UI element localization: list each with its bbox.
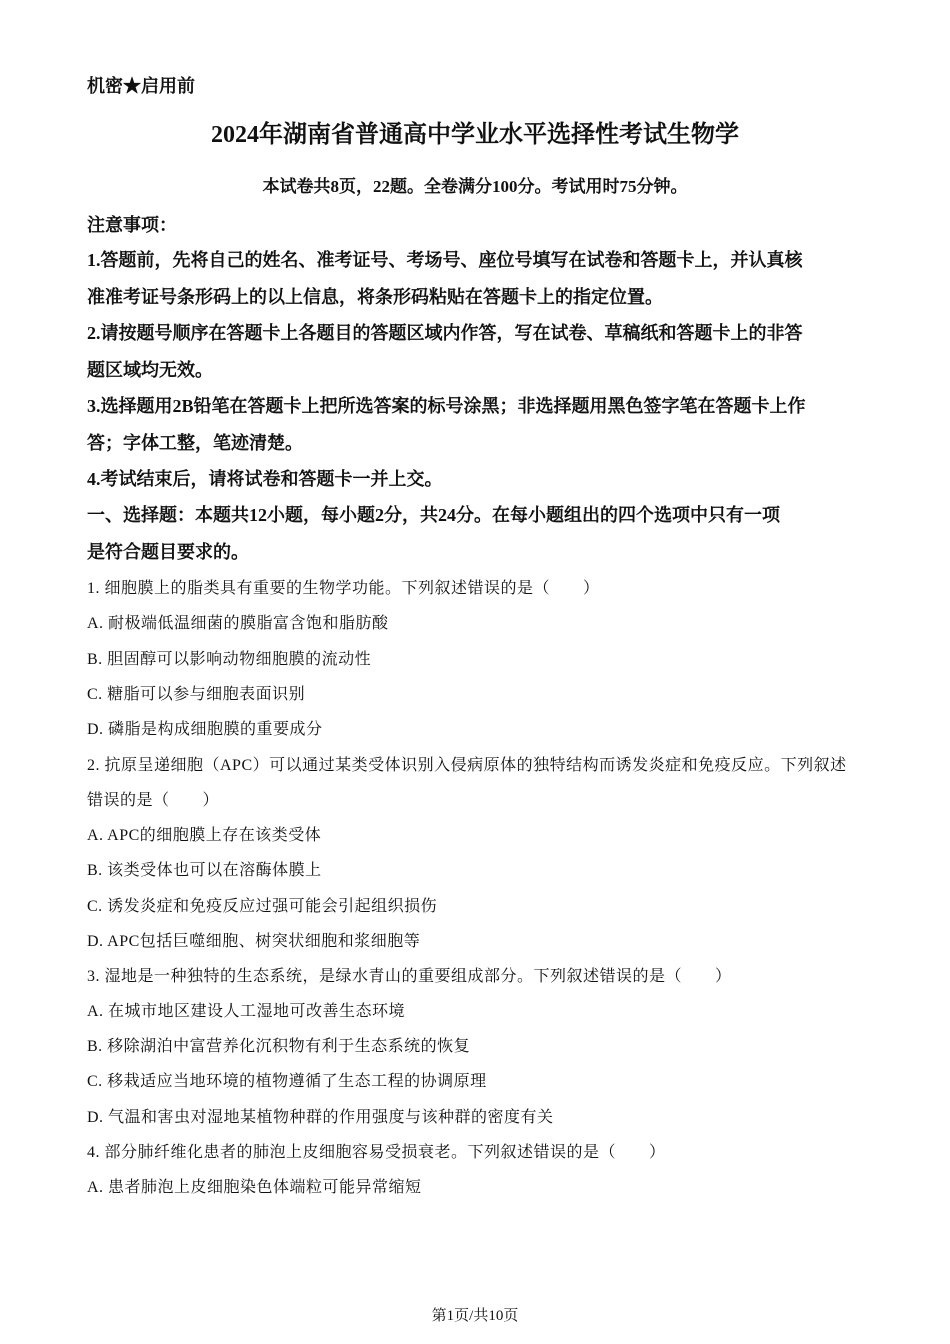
- exam-info: 本试卷共8页，22题。全卷满分100分。考试用时75分钟。: [262, 177, 688, 196]
- option-d: D. 气温和害虫对湿地某植物种群的作用强度与该种群的密度有关: [87, 1109, 554, 1126]
- secrecy-label: 机密★启用前: [87, 76, 195, 96]
- question-stem: 2. 抗原呈递细胞（APC）可以通过某类受体识别入侵病原体的独特结构而诱发炎症和免疫反应。下列叙述: [87, 757, 847, 774]
- option-a: A. 患者肺泡上皮细胞染色体端粒可能异常缩短: [87, 1179, 422, 1196]
- page-number-footer: 第1页/共10页: [431, 1308, 519, 1324]
- option-b: B. 移除湖泊中富营养化沉积物有利于生态系统的恢复: [87, 1038, 471, 1055]
- notice-line: 1.答题前，先将自己的姓名、准考证号、考场号、座位号填写在试卷和答题卡上，并认真核: [87, 250, 803, 270]
- notice-line: 题区域均无效。: [87, 360, 213, 380]
- question-stem: 4. 部分肺纤维化患者的肺泡上皮细胞容易受损衰老。下列叙述错误的是（ ）: [87, 1144, 666, 1161]
- section-heading: 一、选择题：本题共12小题，每小题2分，共24分。在每小题组出的四个选项中只有一项: [87, 505, 780, 525]
- option-d: D. 磷脂是构成细胞膜的重要成分: [87, 721, 323, 738]
- section-heading: 是符合题目要求的。: [87, 542, 249, 562]
- notice-heading: 注意事项：: [87, 215, 177, 235]
- page-title: 2024年湖南省普通高中学业水平选择性考试生物学: [211, 122, 739, 148]
- option-b: B. 胆固醇可以影响动物细胞膜的流动性: [87, 651, 372, 668]
- option-a: A. 耐极端低温细菌的膜脂富含饱和脂肪酸: [87, 615, 389, 632]
- option-c: C. 诱发炎症和免疫反应过强可能会引起组织损伤: [87, 898, 438, 915]
- notice-line: 4.考试结束后，请将试卷和答题卡一并上交。: [87, 469, 443, 489]
- notice-line: 答；字体工整，笔迹清楚。: [87, 433, 303, 453]
- option-c: C. 移栽适应当地环境的植物遵循了生态工程的协调原理: [87, 1073, 487, 1090]
- question-stem: 3. 湿地是一种独特的生态系统，是绿水青山的重要组成部分。下列叙述错误的是（ ）: [87, 968, 732, 985]
- notice-line: 准准考证号条形码上的以上信息，将条形码粘贴在答题卡上的指定位置。: [87, 287, 663, 307]
- option-a: A. 在城市地区建设人工湿地可改善生态环境: [87, 1003, 406, 1020]
- option-b: B. 该类受体也可以在溶酶体膜上: [87, 862, 322, 879]
- option-d: D. APC包括巨噬细胞、树突状细胞和浆细胞等: [87, 933, 421, 950]
- option-c: C. 糖脂可以参与细胞表面识别: [87, 686, 306, 703]
- option-a: A. APC的细胞膜上存在该类受体: [87, 827, 322, 844]
- notice-line: 3.选择题用2B铅笔在答题卡上把所选答案的标号涂黑；非选择题用黑色签字笔在答题卡上作: [87, 396, 806, 416]
- question-stem: 错误的是（ ）: [87, 792, 220, 809]
- question-stem: 1. 细胞膜上的脂类具有重要的生物学功能。下列叙述错误的是（ ）: [87, 580, 600, 597]
- notice-line: 2.请按题号顺序在答题卡上各题目的答题区域内作答，写在试卷、草稿纸和答题卡上的非答: [87, 323, 803, 343]
